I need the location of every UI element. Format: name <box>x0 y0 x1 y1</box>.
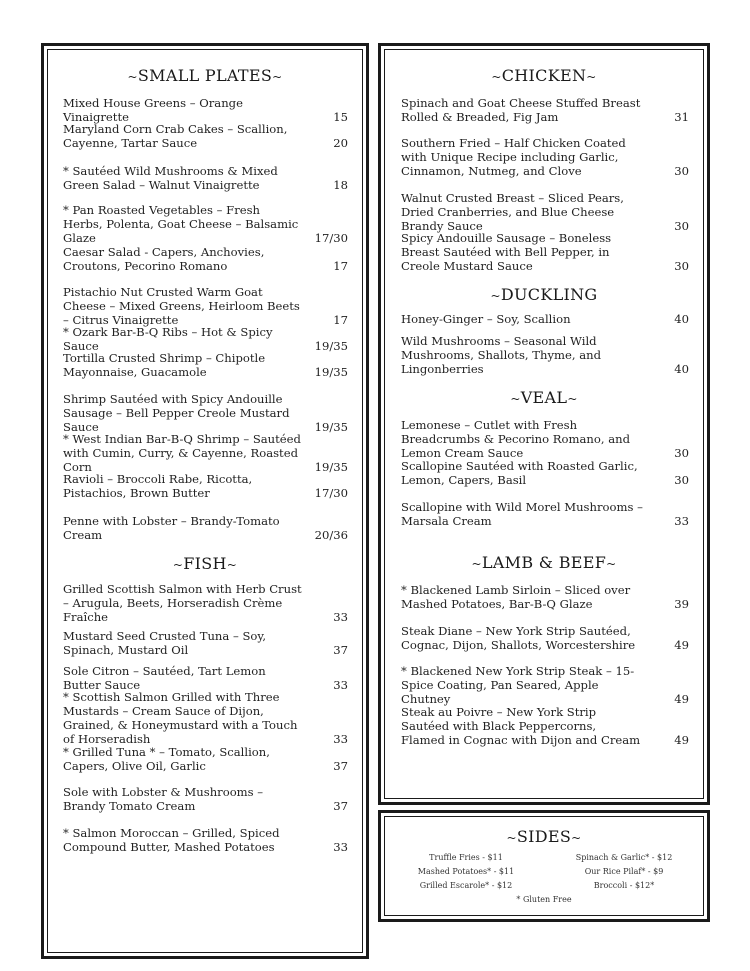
side-item: Truffle Fries - $11 <box>429 853 503 862</box>
menu-item-description: * Blackened Lamb Sirloin – Sliced over Mashed Potatoes, Bar-B-Q Glaze <box>401 583 631 611</box>
menu-item <box>63 582 348 624</box>
menu-item-description: Scallopine with Wild Morel Mushrooms – Marsala Cream <box>401 500 643 528</box>
menu-item-price: 17/30 <box>314 486 348 500</box>
menu-item-price: 19/35 <box>314 365 348 379</box>
menu-item-price: 17 <box>333 259 348 273</box>
menu-item-price: 33 <box>333 678 348 692</box>
menu-item-description: Scallopine Sautéed with Roasted Garlic, Lemon, Capers, Basil <box>401 459 638 487</box>
menu-item-description: * Salmon Moroccan – Grilled, Spiced Compound Butter, Mashed Potatoes <box>63 826 280 854</box>
side-item: Grilled Escarole* - $12 <box>419 881 513 890</box>
menu-item <box>63 514 348 542</box>
menu-item-price: 30 <box>674 259 689 273</box>
menu-item <box>63 122 348 150</box>
menu-item-price: 49 <box>674 638 689 652</box>
menu-item-description: * Pan Roasted Vegetables – Fresh Herbs, Polenta, Goat Cheese – Balsamic Glaze <box>63 203 299 245</box>
menu-item-description: Shrimp Sautéed with Spicy Andouille Sausage – Bell Pepper Creole Mustard Sauce <box>63 392 290 434</box>
menu-item-price: 30 <box>674 164 689 178</box>
menu-item <box>63 245 348 273</box>
menu-item-description: Sole Citron – Sautéed, Tart Lemon Butter Sauce <box>63 664 266 692</box>
left-menu-panel <box>41 43 369 959</box>
menu-item <box>401 312 689 326</box>
menu-item <box>63 325 348 353</box>
menu-item-description: Spinach and Goat Cheese Stuffed Breast Rolled & Breaded, Fig Jam <box>401 96 641 124</box>
menu-item-description: Sole with Lobster & Mushrooms – Brandy Tomato Cream <box>63 785 264 813</box>
menu-item-price: 40 <box>674 362 689 376</box>
menu-item <box>63 826 348 854</box>
menu-item <box>401 418 689 460</box>
menu-item <box>63 472 348 500</box>
menu-item-description: * Blackened New York Strip Steak – 15-Spice Coating, Pan Seared, Apple Chutney <box>401 664 635 706</box>
menu-item-price: 37 <box>333 643 348 657</box>
menu-item <box>63 432 348 474</box>
menu-item <box>63 785 348 813</box>
menu-item-price: 15 <box>333 110 348 124</box>
menu-item <box>401 96 689 124</box>
menu-item-price: 17 <box>333 313 348 327</box>
menu-item-description: Maryland Corn Crab Cakes – Scallion, Cayenne, Tartar Sauce <box>63 122 288 150</box>
menu-item-description: Steak au Poivre – New York Strip Sautéed with Black Peppercorns, Flamed in Cognac with Dijon and Cream <box>401 705 641 747</box>
veal-heading: ~VEAL~ <box>510 388 578 407</box>
menu-item-description: Steak Diane – New York Strip Sautéed, Cognac, Dijon, Shallots, Worcestershire <box>401 624 636 652</box>
menu-item-price: 30 <box>674 219 689 233</box>
menu-item-price: 33 <box>333 610 348 624</box>
menu-item <box>401 136 689 178</box>
menu-item <box>401 191 689 233</box>
duckling-heading: ~DUCKLING <box>490 285 598 304</box>
menu-item <box>401 705 689 747</box>
menu-item-price: 19/35 <box>314 420 348 434</box>
menu-item-price: 49 <box>674 692 689 706</box>
menu-item-description: Pistachio Nut Crusted Warm Goat Cheese – Mixed Greens, Heirloom Beets – Citrus Vinaigrette <box>63 285 300 327</box>
chicken-heading: ~CHICKEN~ <box>491 66 597 85</box>
menu-item-price: 33 <box>333 732 348 746</box>
menu-item-description: * Ozark Bar-B-Q Ribs – Hot & Spicy Sauce <box>63 325 273 353</box>
menu-item-price: 33 <box>674 514 689 528</box>
sides-panel <box>378 810 710 922</box>
menu-item <box>63 96 348 124</box>
menu-item <box>63 745 348 773</box>
menu-item <box>63 392 348 434</box>
menu-item-price: 19/35 <box>314 460 348 474</box>
gluten-free-note: * Gluten Free <box>516 895 572 904</box>
menu-item <box>401 583 689 611</box>
menu-item-price: 20 <box>333 136 348 150</box>
menu-item-price: 30 <box>674 473 689 487</box>
menu-item-price: 39 <box>674 597 689 611</box>
menu-item <box>63 285 348 327</box>
menu-item-description: Mixed House Greens – Orange Vinaigrette <box>63 96 243 124</box>
menu-item-description: Caesar Salad - Capers, Anchovies, Croutons, Pecorino Romano <box>63 245 265 273</box>
menu-item-description: Mustard Seed Crusted Tuna – Soy, Spinach, Mustard Oil <box>63 629 267 657</box>
menu-item-price: 17/30 <box>314 231 348 245</box>
menu-item-description: Walnut Crusted Breast – Sliced Pears, Dried Cranberries, and Blue Cheese Brandy Sauce <box>401 191 624 233</box>
side-item: Broccoli - $12* <box>593 881 655 890</box>
side-item: Spinach & Garlic* - $12 <box>575 853 673 862</box>
menu-item-price: 37 <box>333 759 348 773</box>
menu-item <box>63 203 348 245</box>
menu-item-description: * Grilled Tuna * – Tomato, Scallion, Capers, Olive Oil, Garlic <box>63 745 270 773</box>
menu-item <box>63 629 348 657</box>
menu-item-price: 37 <box>333 799 348 813</box>
menu-item <box>401 334 689 376</box>
menu-item-description: Honey-Ginger – Soy, Scallion <box>401 312 571 326</box>
menu-item <box>401 459 689 487</box>
menu-item-description: Spicy Andouille Sausage – Boneless Breast Sautéed with Bell Pepper, in Creole Mustard Sauce <box>401 231 612 273</box>
menu-item-price: 19/35 <box>314 339 348 353</box>
menu-item <box>401 231 689 273</box>
menu-item <box>63 664 348 692</box>
side-item: Our Rice Pilaf* - $9 <box>584 867 664 876</box>
menu-item-description: * Scottish Salmon Grilled with Three Mustards – Cream Sauce of Dijon, Grained, & Honeymustard with a Touch of Horseradish <box>63 690 298 746</box>
menu-item-price: 18 <box>333 178 348 192</box>
menu-item-description: * West Indian Bar-B-Q Shrimp – Sautéed with Cumin, Curry, & Cayenne, Roasted Corn <box>63 432 301 474</box>
menu-item-price: 40 <box>674 312 689 326</box>
menu-item <box>63 690 348 746</box>
menu-item-price: 33 <box>333 840 348 854</box>
menu-item-description: Tortilla Crusted Shrimp – Chipotle Mayonnaise, Guacamole <box>63 351 266 379</box>
menu-item <box>63 351 348 379</box>
menu-item-description: Wild Mushrooms – Seasonal Wild Mushrooms, Shallots, Thyme, and Lingonberries <box>401 334 602 376</box>
menu-item-price: 30 <box>674 446 689 460</box>
fish-heading: ~FISH~ <box>172 554 238 573</box>
menu-item-description: Lemonese – Cutlet with Fresh Breadcrumbs & Pecorino Romano, and Lemon Cream Sauce <box>401 418 631 460</box>
menu-item <box>63 164 348 192</box>
menu-item <box>401 500 689 528</box>
menu-item-description: Ravioli – Broccoli Rabe, Ricotta, Pistachios, Brown Butter <box>63 472 253 500</box>
menu-item-description: * Sautéed Wild Mushrooms & Mixed Green Salad – Walnut Vinaigrette <box>63 164 278 192</box>
sides-heading: ~SIDES~ <box>506 827 582 846</box>
side-item: Mashed Potatoes* - $11 <box>417 867 515 876</box>
menu-item-description: Grilled Scottish Salmon with Herb Crust – Arugula, Beets, Horseradish Crème Fraîche <box>63 582 302 624</box>
small-plates-heading: ~SMALL PLATES~ <box>127 66 283 85</box>
menu-item <box>401 664 689 706</box>
right-menu-panel <box>378 43 710 805</box>
menu-item <box>401 624 689 652</box>
menu-item-description: Southern Fried – Half Chicken Coated with Unique Recipe including Garlic, Cinnamon, Nutmeg, and Clove <box>401 136 626 178</box>
menu-item-description: Penne with Lobster – Brandy-Tomato Cream <box>63 514 280 542</box>
menu-item-price: 20/36 <box>314 528 348 542</box>
lamb-beef-heading: ~LAMB & BEEF~ <box>471 553 617 572</box>
menu-item-price: 49 <box>674 733 689 747</box>
menu-item-price: 31 <box>674 110 689 124</box>
